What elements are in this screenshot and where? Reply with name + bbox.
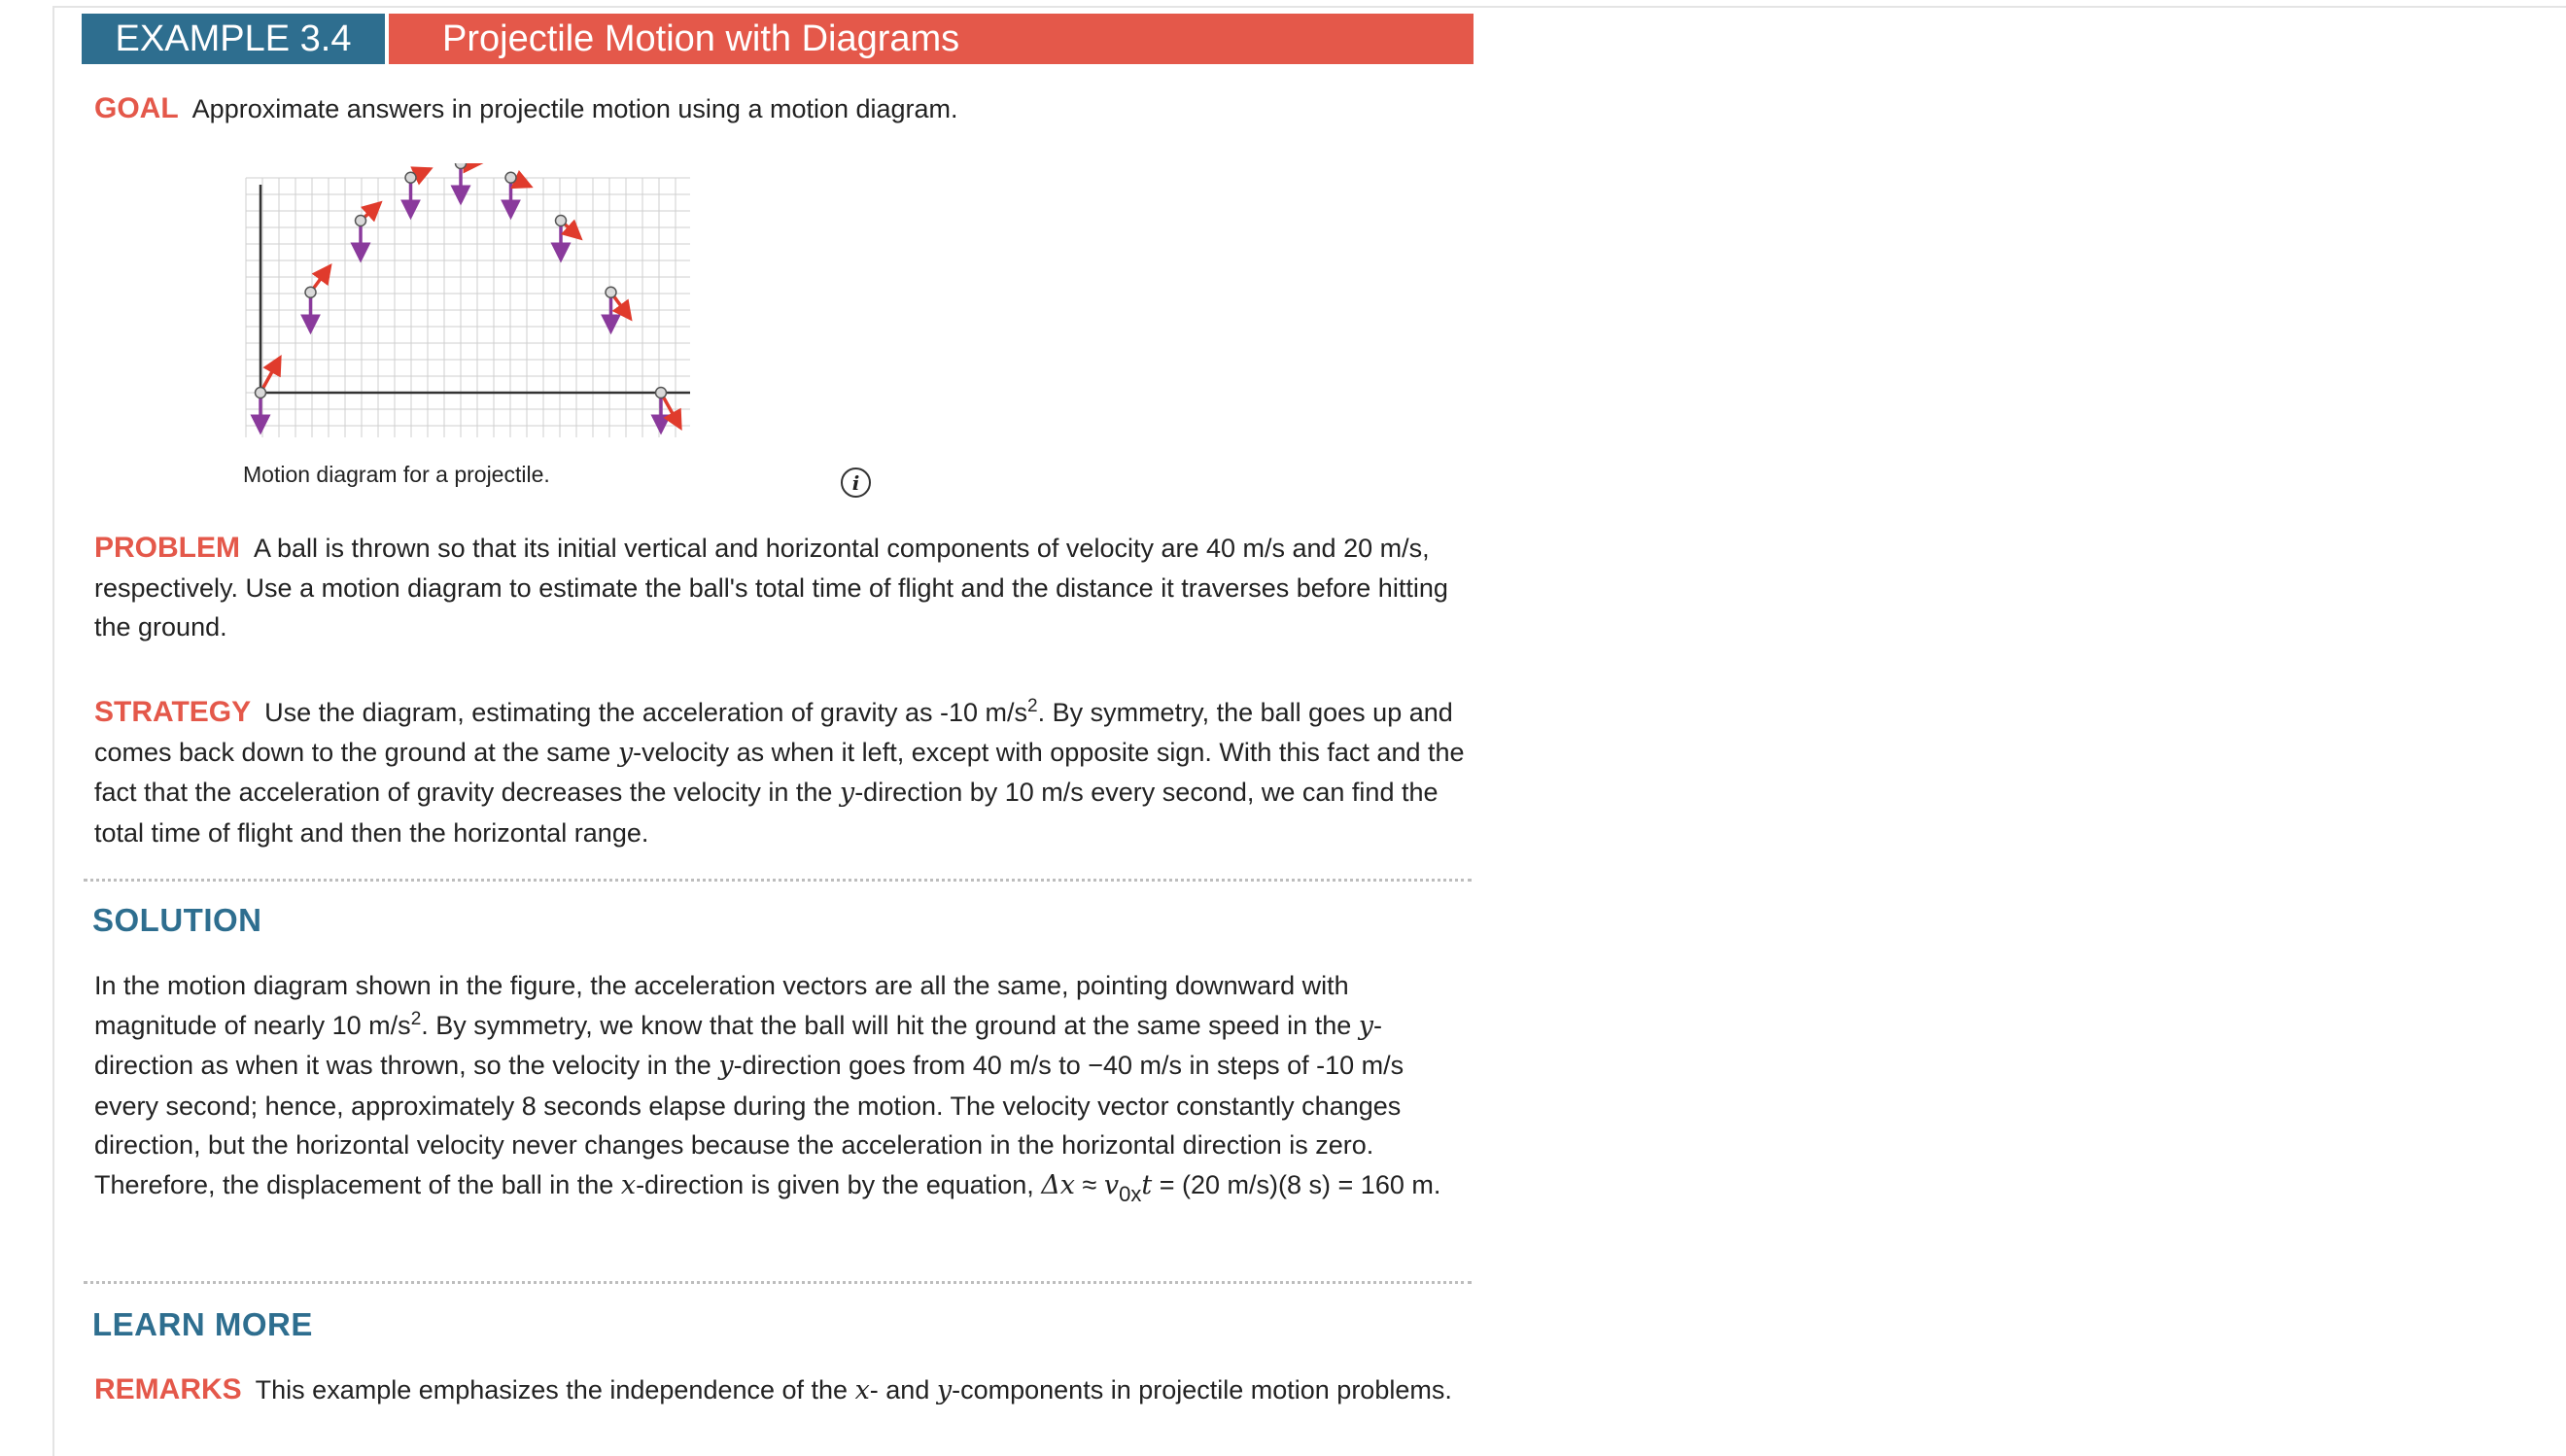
velocity-vectors [260,163,680,428]
remarks-text: - and [869,1375,937,1404]
solution-text: -direction goes from 40 m/s to −40 m/s in steps of -10 m/s every second; hence, approximately 8 seconds elapse during the motion. The velocity vector constantly changes direction, but the horizontal velocity never changes because the acceleration in the horizontal direction is zero. Therefore, the displacement of the ball in the [94,1051,1404,1199]
problem-paragraph [94,529,1465,647]
math-variable: y [718,1051,734,1081]
solution-text: In the motion diagram shown in the figure, the acceleration vectors are all the same, pointing downward with magnitude of nearly 10 m/s [94,971,1349,1040]
strategy-text: Use the diagram, estimating the acceleration of gravity as -10 m/s [264,698,1027,727]
ball-marker [556,216,567,226]
math-variable: y [839,778,855,808]
strategy-text: . By symmetry, the ball goes up and comes back down to the ground at the same [94,698,1453,767]
equation-symbol: ≈ [1075,1169,1104,1199]
problem-label: PROBLEM [94,532,240,564]
example-number: EXAMPLE 3.4 [82,14,385,64]
solution-text: -direction as when it was thrown, so the velocity in the [94,1010,1383,1080]
strategy-paragraph [94,693,1465,852]
math-variable: y [617,737,634,768]
solution-text: -direction is given by the equation, [636,1169,1042,1199]
example-banner [82,14,1474,64]
section-divider [84,1281,1472,1284]
section-divider [84,879,1472,882]
remarks-label: REMARKS [94,1373,242,1405]
equation-time: t [1141,1169,1153,1200]
math-variable: y [936,1375,953,1405]
strategy-label: STRATEGY [94,696,252,728]
exponent: 2 [410,1008,422,1029]
goal-text: Approximate answers in projectile motion using a motion diagram. [191,94,958,123]
strategy-text: -velocity as when it left, except with opposite sign. With this fact and the fact that the acceleration of gravity decreases the velocity in the [94,737,1465,807]
ball-marker [305,287,316,297]
problem-text: A ball is thrown so that its initial vertical and horizontal components of velocity are 40 m/s and 20 m/s, respectively. Use a motion diagram to estimate the ball's total time of flight and the distance it traverses before hitting the ground. [94,534,1448,641]
math-variable: x [854,1375,870,1405]
left-border [52,6,54,1456]
equation-delta-x: Δx [1041,1169,1076,1200]
top-border [52,6,2566,8]
info-icon[interactable]: i [841,468,871,498]
ball-marker [505,172,516,183]
remarks-paragraph [94,1370,1465,1411]
solution-paragraph [94,966,1465,1205]
strategy-text: -direction by 10 m/s every second, we can find the total time of flight and then the horizontal range. [94,778,1439,848]
equation-velocity: v [1103,1169,1120,1200]
equation-subscript: 0x [1119,1181,1142,1206]
solution-text: . By symmetry, we know that the ball will hit the ground at the same speed in the [421,1010,1359,1040]
learn-more-heading[interactable]: LEARN MORE [92,1306,313,1342]
ball-marker [256,388,266,399]
ball-marker [405,172,416,183]
goal-paragraph [94,89,1465,129]
exponent: 2 [1026,696,1038,716]
figure-caption: Motion diagram for a projectile. [243,462,550,487]
ball-marker [606,287,616,297]
remarks-text: This example emphasizes the independence of the [255,1375,855,1404]
equation-result: = (20 m/s)(8 s) = 160 m. [1152,1169,1441,1199]
motion-diagram [241,163,698,445]
math-variable: y [1358,1010,1374,1041]
remarks-text: -components in projectile motion problems. [952,1375,1452,1404]
ball-marker [356,216,366,226]
solution-heading: SOLUTION [92,902,262,938]
math-variable: x [620,1169,637,1200]
ball-marker [656,388,667,399]
example-title: Projectile Motion with Diagrams [389,14,1474,64]
goal-label: GOAL [94,92,179,124]
ball-marker [456,163,467,169]
